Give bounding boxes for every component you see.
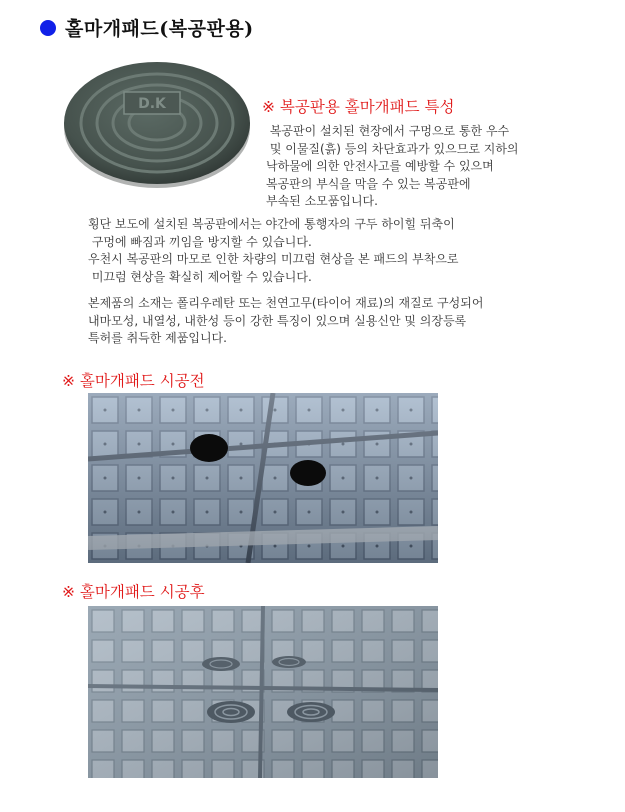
after-install-photo — [88, 606, 438, 778]
feature-description: 복공판이 설치된 현장에서 구멍으로 통한 우수 및 이물질(흙) 등의 차단효과가 있으므로 지하의 낙하물에 의한 안전사고를 예방할 수 있으며 복공판의 부식을 막을 수 있는 복공판에 부속된 소모품입니다. — [266, 124, 519, 208]
page-title: 홀마개패드(복공판용) — [65, 18, 254, 40]
usage-description: 횡단 보도에 설치된 복공판에서는 야간에 통행자의 구두 하이힐 뒤축이 구멍에 빠짐과 끼임을 방지할 수 있습니다. 우천시 복공판의 마모로 인한 차량의 미끄럼 현상을 본 패드의 부착으로 미끄럼 현상을 확실히 제어할 수 있습니다. — [88, 217, 459, 284]
feature-heading: ※ 복공판용 홀마개패드 특성 — [262, 98, 455, 116]
pad-logo-text: D.K — [138, 96, 166, 112]
before-install-photo — [88, 393, 438, 563]
title-bullet-icon — [40, 20, 56, 36]
after-install-heading: ※ 홀마개패드 시공후 — [62, 583, 205, 601]
before-install-heading: ※ 홀마개패드 시공전 — [62, 372, 205, 390]
title-row — [40, 14, 254, 41]
hole-pad-product-photo — [60, 56, 254, 190]
material-description: 본제품의 소재는 폴리우레탄 또는 천연고무(타이어 재료)의 재질로 구성되어 내마모성, 내열성, 내한성 등이 강한 특징이 있으며 실용신안 및 의장등록 특허를 취득한 제품입니다. — [88, 296, 484, 345]
